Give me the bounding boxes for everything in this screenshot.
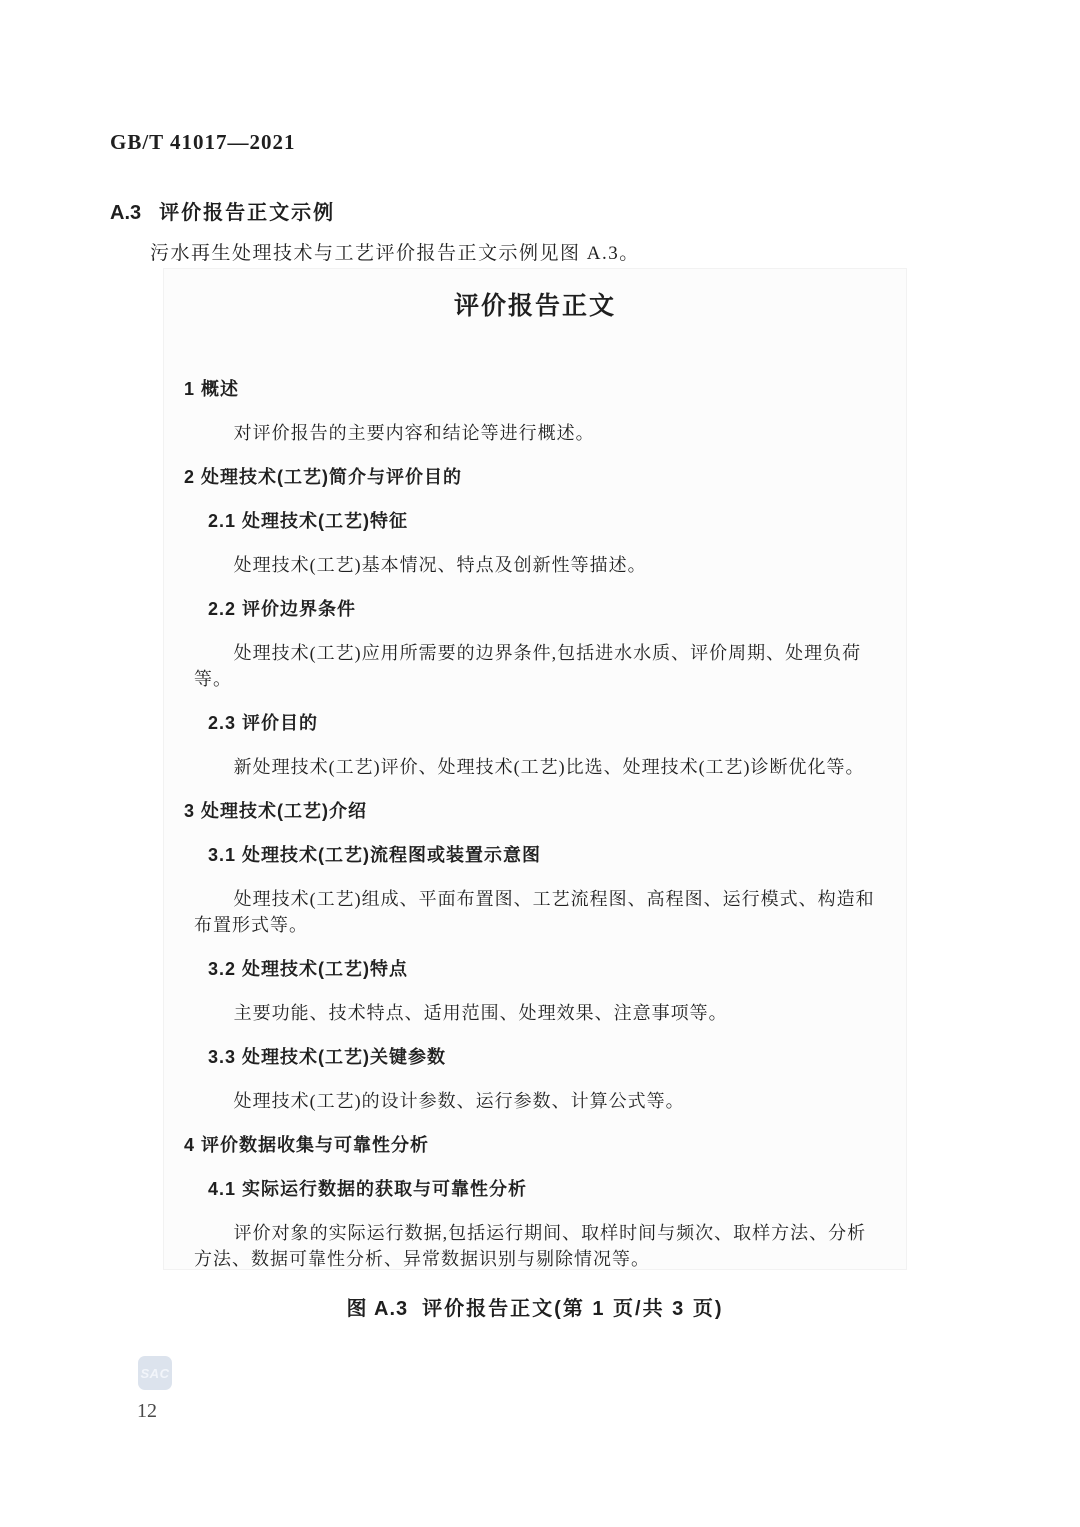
figure-heading: 3.1 处理技术(工艺)流程图或装置示意图 (208, 845, 542, 865)
intro-paragraph: 污水再生处理技术与工艺评价报告正文示例见图 A.3。 (150, 243, 640, 264)
figure-heading: 2 处理技术(工艺)简介与评价目的 (184, 467, 462, 487)
figure-caption-text: 评价报告正文(第 1 页/共 3 页) (422, 1298, 724, 1320)
figure-box (163, 268, 907, 1270)
figure-heading: 4 评价数据收集与可靠性分析 (184, 1135, 430, 1155)
section-heading (110, 196, 335, 225)
figure-heading: 2.1 处理技术(工艺)特征 (208, 511, 409, 531)
section-label: A.3 (110, 202, 142, 224)
figure-heading: 2.3 评价目的 (208, 713, 319, 733)
figure-paragraph: 新处理技术(工艺)评价、处理技术(工艺)比选、处理技术(工艺)诊断优化等。 (233, 757, 865, 777)
figure-items (164, 376, 906, 1272)
figure-paragraph: 主要功能、技术特点、适用范围、处理效果、注意事项等。 (233, 1003, 728, 1023)
figure-heading: 3.3 处理技术(工艺)关键参数 (208, 1047, 447, 1067)
figure-paragraph: 对评价报告的主要内容和结论等进行概述。 (233, 423, 595, 443)
section-title: 评价报告正文示例 (159, 202, 336, 224)
figure-heading: 4.1 实际运行数据的获取与可靠性分析 (208, 1179, 528, 1199)
standard-number: GB/T 41017—2021 (110, 130, 296, 154)
figure-paragraph: 处理技术(工艺)的设计参数、运行参数、计算公式等。 (233, 1091, 685, 1111)
figure-paragraph: 处理技术(工艺)组成、平面布置图、工艺流程图、高程图、运行模式、构造和布置形式等。 (194, 889, 875, 935)
page-number: 12 (137, 1400, 157, 1422)
figure-caption-label: 图 A.3 (346, 1298, 409, 1320)
figure-caption (163, 1292, 907, 1321)
figure-heading: 1 概述 (184, 379, 240, 399)
figure-paragraph: 评价对象的实际运行数据,包括运行期间、取样时间与频次、取样方法、分析方法、数据可靠性分析、异常数据识别与剔除情况等。 (194, 1223, 867, 1269)
figure-heading: 3 处理技术(工艺)介绍 (184, 801, 367, 821)
sac-logo-text: SAC (140, 1365, 170, 1381)
figure-heading: 2.2 评价边界条件 (208, 599, 357, 619)
sac-logo (138, 1356, 172, 1390)
figure-paragraph: 处理技术(工艺)应用所需要的边界条件,包括进水水质、评价周期、处理负荷等。 (194, 643, 862, 689)
figure-paragraph: 处理技术(工艺)基本情况、特点及创新性等描述。 (233, 555, 647, 575)
figure-heading: 3.2 处理技术(工艺)特点 (208, 959, 409, 979)
figure-title: 评价报告正文 (453, 292, 616, 320)
